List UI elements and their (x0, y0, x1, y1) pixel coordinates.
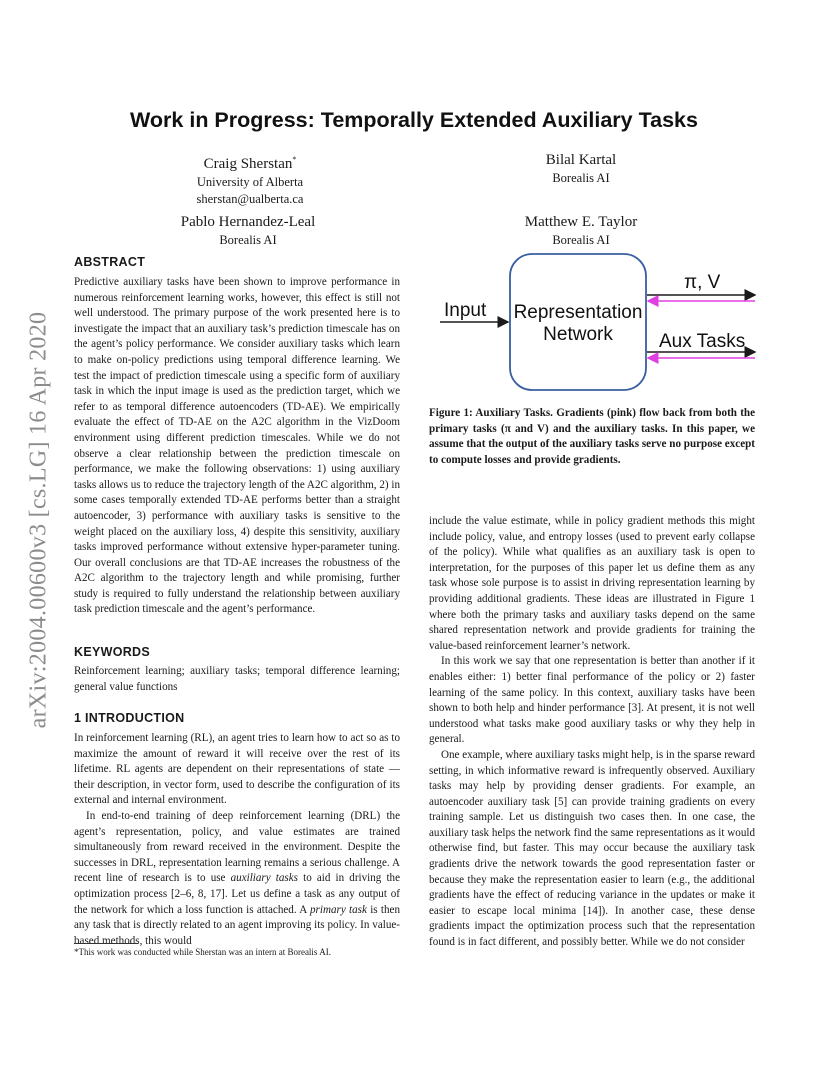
footnote-rule (74, 943, 138, 944)
box-label-line-2: Network (543, 324, 613, 345)
keywords-heading: KEYWORDS (74, 645, 151, 659)
author-affiliation: Borealis AI (219, 233, 277, 247)
author-block-2 (471, 150, 691, 187)
author-name: Pablo Hernandez-Leal (180, 214, 316, 230)
right-paragraph-2: In this work we say that one representation is better than another if it enables either: 1) better final performance of the policy or 2) faster learning of the same policy. In this context, auxiliary tasks have been shown to both help and hinder performance [3]. At present, it is not well understood what tasks make good auxiliary tasks or why they help in general. (429, 655, 755, 746)
paper-title: Work in Progress: Temporally Extended Auxiliary Tasks (130, 108, 698, 132)
right-paragraph-1: include the value estimate, while in policy gradient methods this might include policy, value, and entropy losses (used to prevent early collapse of the policy). While what qualifies as an auxiliary task is open to interpretation, for the purposes of this paper let us define them as any task whose sole purpose is to assist in driving representation learning by providing additional gradients. These ideas are illustrated in Figure 1 where both the primary tasks and auxiliary tasks depend on the same shared representation network and provide gradients for training the value-based reinforcement learner’s network. (429, 515, 755, 652)
author-name: Craig Sherstan* (203, 155, 297, 172)
right-paragraph-3: One example, where auxiliary tasks might help, is in the sparse reward setting, in which informative reward is infrequently observed. Auxiliary tasks may help by providing denser gradients. For example, an autoencoder auxiliary task [5] can provide training gradients on every training sample. Let us distinguish two cases then. In one case, the auxiliary task helps the network find the same representations as it would otherwise find, but faster. This may occur because the auxiliary task gradients drive the network towards the good representation faster or because they make the representation easier to learn (e.g., the additional gradients have the effect of reducing variance in the updates or make it easier to escape local minima [14]). In another case, these dense gradients impact the optimization process such that the representation found is in fact different, and possibly better. While we do not consider (429, 748, 755, 949)
input-label: Input (444, 300, 487, 321)
intro-paragraph-1: In reinforcement learning (RL), an agent tries to learn how to act so as to maximize the amount of reward it will receive over the rest of its lifetime. RL agents are dependent on their representations of state — their description, in vector form, used to describe the configuration of its external and internal environment. (74, 732, 400, 807)
abstract-heading: ABSTRACT (74, 255, 146, 269)
author-email[interactable]: sherstan@ualberta.ca (196, 192, 304, 206)
primary-task-label: π, V (684, 272, 721, 293)
figure-1-diagram (428, 246, 758, 396)
arxiv-id: arXiv:2004.00600v3 [cs.LG] 16 Apr 2020 (25, 311, 52, 729)
author-name: Matthew E. Taylor (524, 214, 638, 230)
abstract-text: Predictive auxiliary tasks have been shown to improve performance in numerous reinforcement learning works, however, this effect is still not well understood. The primary purpose of the work presented here is to investigate the impact that an auxiliary task’s prediction timescale has on the agent’s policy performance. We consider auxiliary tasks which learn to make on-policy predictions using temporal difference learning. We test the impact of prediction timescale using a specific form of auxiliary task in which the input image is used as the prediction target, which we refer to as temporal difference autoencoders (TD-AE). We empirically evaluate the effect of TD-AE on the A2C algorithm in the VizDoom environment using different prediction timescales. While we do not observe a clear relationship between the prediction timescale on performance, we make the following observations: 1) using auxiliary tasks allows us to reduce the trajectory length of the A2C algorithm, 2) in some cases temporally extended TD-AE performs better than a straight autoencoder, 3) performance with auxiliary tasks is sensitive to the weight placed on the auxiliary loss, 4) despite this sensitivity, auxiliary tasks improved performance without extensive hyper-parameter tuning. Our overall conclusions are that TD-AE increases the robustness of the A2C algorithm to the trajectory length and while promising, further study is required to fully understand the relationship between auxiliary task prediction timescale and the agent’s performance. (74, 276, 400, 616)
aux-task-label: Aux Tasks (659, 331, 746, 352)
author-block-1 (140, 150, 360, 208)
author-affiliation: University of Alberta (196, 175, 304, 189)
author-name: Bilal Kartal (545, 152, 617, 168)
intro-heading: 1 INTRODUCTION (74, 711, 185, 725)
abstract-body (74, 275, 400, 618)
keywords-body (74, 664, 400, 695)
keywords-text: Reinforcement learning; auxiliary tasks; temporal difference learning; general value functions (74, 665, 400, 693)
box-label-line-1: Representation (513, 302, 643, 323)
author-block-3 (138, 212, 358, 249)
author-affiliation: Borealis AI (552, 233, 610, 247)
intro-paragraph-2: In end-to-end training of deep reinforcement learning (DRL) the agent’s representation, policy, and value estimates are trained simultaneously from reward received in the environment. Despite the successes in DRL, representation learning remains a serious challenge. A recent line of research is to use auxiliary tasks to aid in driving the optimization process [2–6, 8, 17]. Let us define a task as any output of the network for which a loss function is attached. A primary task is then any task that is directly related to an agent improving its policy. In value-based methods, this would (74, 809, 401, 947)
footnote: *This work was conducted while Sherstan was an intern at Borealis AI. (74, 947, 331, 957)
author-block-4 (471, 212, 691, 249)
author-affiliation: Borealis AI (552, 171, 610, 185)
intro-body (74, 731, 400, 949)
right-column-body (429, 514, 755, 951)
figure-1-caption: Figure 1: Auxiliary Tasks. Gradients (pink) flow back from both the primary tasks (π and V) and the auxiliary tasks. In this paper, we assume that the output of the auxiliary tasks serve no purpose except to compute losses and provide gradients. (429, 407, 755, 466)
author-footnote-mark: * (292, 155, 297, 164)
arxiv-stamp (20, 285, 58, 755)
